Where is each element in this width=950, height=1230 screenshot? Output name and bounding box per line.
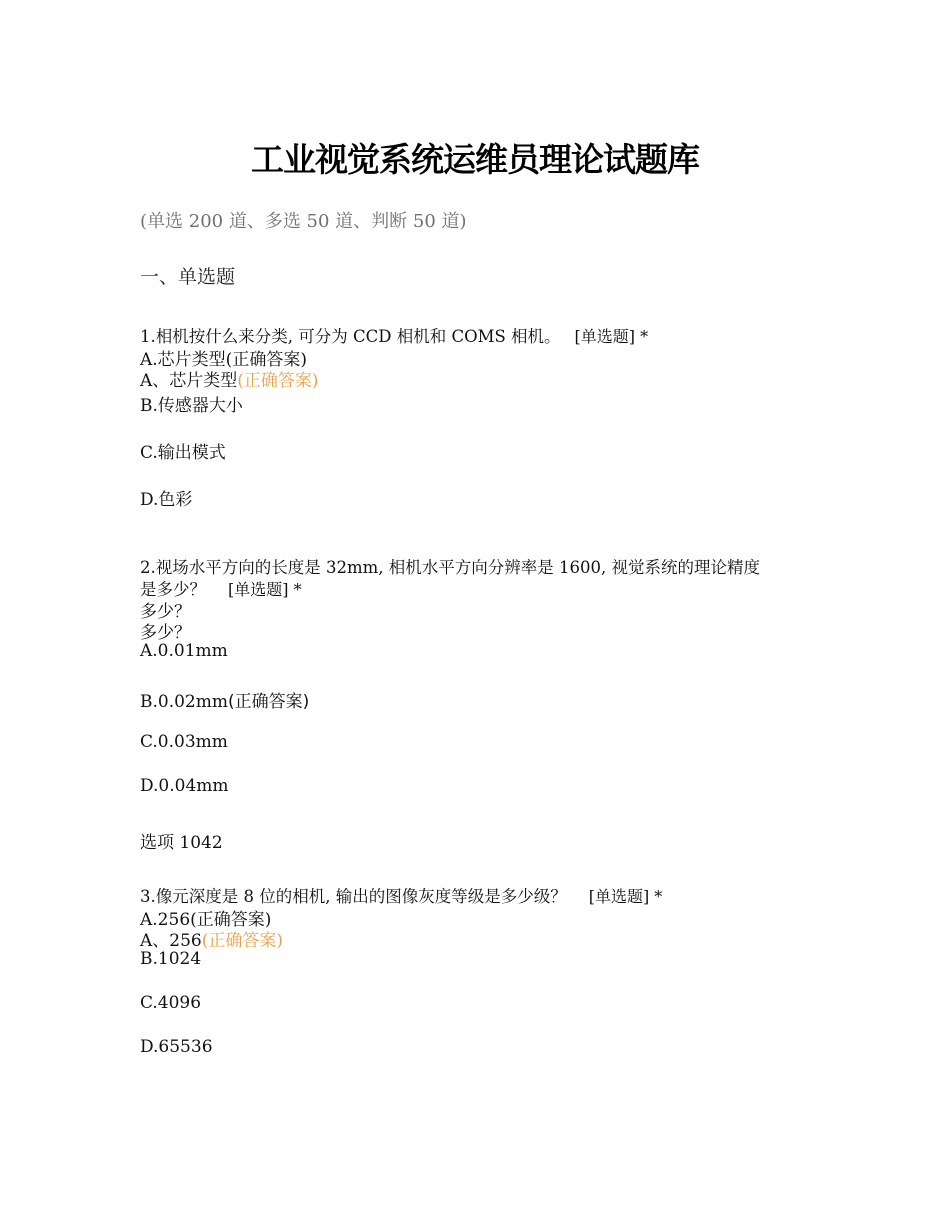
question-2-correct-mark: (正确答案)	[228, 692, 310, 712]
question-1-answer-line: A.芯片类型(正确答案)	[140, 350, 307, 370]
question-1-answer-repeat-text: A、芯片类型	[140, 371, 238, 391]
question-3-option-b: B.1024	[140, 949, 202, 969]
question-1-type-tag: [单选题] *	[574, 327, 649, 346]
question-3-option-d: D.65536	[140, 1037, 213, 1057]
question-3-stem: 3.像元深度是 8 位的相机, 输出的图像灰度等级是多少级？	[140, 887, 567, 906]
question-2-option-b-label: B.0.02mm	[140, 692, 228, 712]
question-1-stem: 1.相机按什么来分类, 可分为 CCD 相机和 COMS 相机。	[140, 327, 561, 346]
question-3-correct-mark: (正确答案)	[201, 931, 283, 951]
question-3-option-c: C.4096	[140, 993, 202, 1013]
question-1-option-d-label: D.色彩	[140, 490, 193, 510]
question-count-note: (单选 200 道、多选 50 道、判断 50 道)	[140, 211, 467, 232]
question-2-option-d: D.0.04mm	[140, 776, 229, 796]
question-2-option-b	[140, 687, 309, 712]
section-heading-single-choice: 一、单选题	[140, 266, 236, 288]
question-2-repeat-1: 多少？	[140, 602, 191, 622]
question-1-option-b	[140, 391, 243, 416]
question-2-stem-end: 是多少？	[140, 580, 206, 599]
document-title: 工业视觉系统运维员理论试题库	[251, 140, 699, 179]
question-3-answer-repeat-text: A、256	[140, 931, 202, 951]
question-2-extra-note: 选项 1042	[140, 833, 223, 853]
question-2-type-tag: [单选题] *	[228, 580, 302, 599]
question-2-option-a: A.0.01mm	[140, 641, 228, 661]
question-1-option-c	[140, 438, 226, 463]
question-1-option-c-label: C.输出模式	[140, 443, 226, 463]
question-1-text	[140, 323, 648, 347]
question-2-repeat-2: 多少？	[140, 623, 191, 643]
question-1-option-b-label: B.传感器大小	[140, 396, 243, 416]
question-1-answer-repeat	[140, 366, 319, 391]
question-1-option-d	[140, 485, 192, 510]
question-3-type-tag: [单选题] *	[588, 887, 663, 906]
question-3-answer-line: A.256(正确答案)	[140, 910, 272, 930]
question-1-correct-mark: (正确答案)	[237, 371, 319, 391]
question-3-answer-repeat	[140, 926, 283, 951]
question-2-option-c: C.0.03mm	[140, 732, 228, 752]
question-3-text	[140, 883, 662, 907]
question-2-text-line-1: 2.视场水平方向的长度是 32mm, 相机水平方向分辨率是 1600, 视觉系统的理论精度	[140, 558, 760, 577]
